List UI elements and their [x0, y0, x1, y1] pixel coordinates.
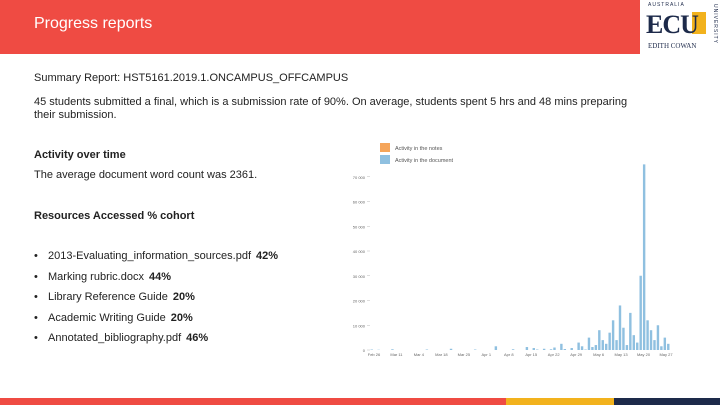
legend-label: Activity in the document	[395, 158, 454, 164]
x-tick-label: Apr 22	[547, 352, 560, 357]
resource-pct: 20%	[172, 291, 195, 303]
legend-swatch	[380, 143, 390, 152]
y-tick-label: 10 000	[352, 323, 365, 329]
chart-bar	[633, 335, 635, 350]
x-tick-label: Mar 18	[435, 352, 448, 357]
y-tick-label: 30 000	[352, 273, 365, 279]
footer-strip	[0, 398, 720, 405]
resource-name: 2013-Evaluating_information_sources.pdf	[48, 250, 252, 262]
y-tick-label: 60 000	[352, 199, 365, 205]
resource-pct: 20%	[170, 311, 193, 324]
y-tick-label: 50 000	[352, 224, 365, 230]
logo-side-text: UNIVERSITY	[712, 4, 718, 45]
resource-name: Academic Writing Guide	[48, 311, 166, 324]
chart-bar	[626, 345, 628, 350]
average-word-count: The average document word count was 2361.	[34, 169, 258, 181]
chart-bar	[664, 338, 666, 350]
chart-bar	[595, 345, 597, 350]
x-tick-label: Mar 11	[390, 352, 403, 357]
chart-bar	[564, 349, 566, 350]
chart-bar	[619, 305, 621, 350]
logo-bottom-text: EDITH COWAN	[648, 42, 697, 50]
chart-bar	[450, 349, 452, 350]
footer-strip-yellow	[506, 398, 614, 405]
resource-name: Marking rubric.docx	[48, 270, 144, 283]
y-tick-label: 70 000	[352, 174, 365, 180]
ecu-logo	[640, 0, 720, 54]
chart-bar	[657, 325, 659, 350]
chart-bar	[646, 320, 648, 350]
y-tick-label: 40 000	[352, 249, 365, 254]
chart-bar	[653, 340, 655, 350]
chart-bar	[571, 348, 573, 350]
x-tick-label: May 27	[659, 352, 673, 357]
chart-bar	[560, 344, 562, 350]
chart-bar	[577, 343, 579, 350]
chart-bar	[598, 330, 600, 350]
x-tick-label: Feb 26	[367, 352, 381, 357]
resources-heading: Resources Accessed % cohort	[34, 210, 195, 222]
logo-brand: ECU	[646, 10, 698, 39]
chart-bar	[591, 347, 593, 350]
legend-label: Activity in the notes	[395, 146, 443, 152]
chart-bar	[615, 340, 617, 350]
x-tick-label: Apr 15	[525, 352, 538, 357]
chart-bar	[622, 328, 624, 350]
chart-bar	[612, 320, 614, 350]
resource-name: Annotated_bibliography.pdf	[48, 332, 182, 344]
summary-report-label: Summary Report: HST5161.2019.1.ONCAMPUS_OFFCAMPUS	[34, 72, 349, 84]
resource-pct: 46%	[186, 332, 209, 344]
resource-pct: 44%	[148, 270, 172, 283]
x-tick-label: May 20	[636, 352, 651, 357]
activity-chart	[340, 140, 680, 370]
resource-item: • Academic Writing Guide 20%	[34, 311, 193, 324]
page-title: Progress reports	[34, 15, 153, 32]
chart-bar	[639, 276, 641, 350]
chart-bar	[512, 349, 514, 350]
resource-name: Library Reference Guide	[48, 291, 168, 303]
x-tick-label: Apr 8	[503, 352, 514, 357]
logo-top-text: AUSTRALIA	[648, 2, 685, 8]
chart-bar	[553, 348, 555, 350]
chart-bar	[526, 347, 528, 350]
submission-statement: 45 students submitted a final, which is a submission rate of 90%. On average, students spent 5 hrs and 48 mins preparing their submission.	[34, 96, 628, 121]
resource-item: • Annotated_bibliography.pdf 46%	[34, 332, 209, 344]
footer-strip-navy	[614, 398, 720, 405]
chart-bar	[495, 346, 497, 350]
chart-bar	[608, 333, 610, 350]
chart-bar	[391, 349, 393, 350]
chart-bar	[602, 340, 604, 350]
resource-item: • Marking rubric.docx 44%	[34, 270, 172, 283]
x-tick-label: Mar 25	[457, 352, 471, 357]
chart-bar	[667, 344, 669, 350]
header-bar	[0, 0, 720, 54]
chart-bar	[605, 344, 607, 350]
legend-swatch	[380, 155, 390, 164]
chart-bar	[636, 343, 638, 350]
activity-heading: Activity over time	[34, 149, 126, 161]
y-tick-label: 20 000	[352, 298, 365, 304]
chart-bar	[550, 349, 552, 350]
x-tick-label: Apr 29	[570, 352, 583, 357]
chart-bar	[581, 346, 583, 350]
chart-bar	[629, 313, 631, 350]
x-tick-label: May 6	[593, 352, 605, 357]
y-tick-label: 0	[362, 348, 365, 353]
x-tick-label: May 13	[614, 352, 628, 357]
footer-strip-red	[0, 398, 506, 405]
chart-bar	[533, 348, 535, 350]
resource-item: • 2013-Evaluating_information_sources.pdf 42%	[34, 250, 279, 262]
chart-bar	[650, 330, 652, 350]
chart-bar	[588, 338, 590, 350]
resource-pct: 42%	[256, 250, 279, 262]
x-tick-label: Mar 4	[413, 352, 425, 357]
chart-bar	[543, 349, 545, 350]
resource-item: • Library Reference Guide 20%	[34, 291, 195, 303]
chart-bar	[643, 164, 645, 350]
resources-list	[34, 250, 278, 353]
chart-bar	[660, 346, 662, 350]
x-tick-label: Apr 1	[481, 352, 492, 357]
